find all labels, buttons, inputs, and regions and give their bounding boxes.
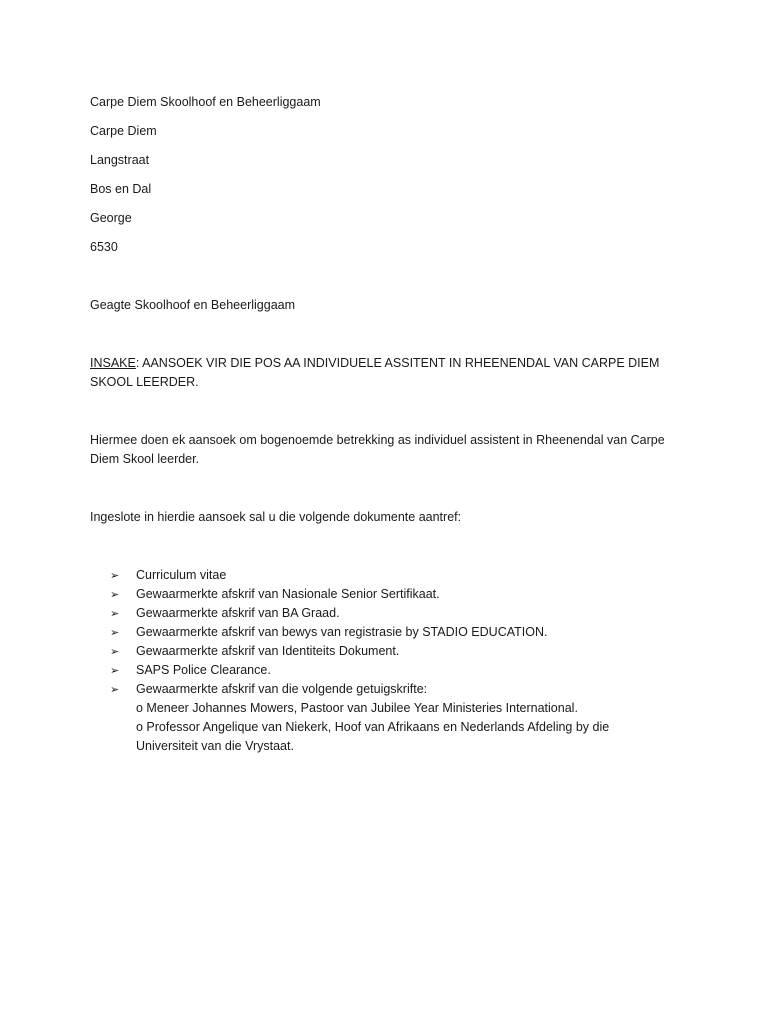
recipient-line-6: 6530 — [90, 240, 118, 254]
salutation: Geagte Skoolhoof en Beheerliggaam — [90, 298, 296, 312]
arrowhead-bullet-icon: ➢ — [110, 664, 120, 677]
recipient-line-5: George — [90, 211, 132, 225]
arrowhead-bullet-icon: ➢ — [110, 683, 120, 696]
subject-label: INSAKE — [90, 356, 136, 370]
documents-list — [110, 566, 670, 756]
list-item: ➢ Gewaarmerkte afskrif van Identiteits Dokument. — [110, 642, 670, 661]
enclosure-intro: Ingeslote in hierdie aansoek sal u die volgende dokumente aantref: — [90, 510, 462, 524]
body-paragraph: Hiermee doen ek aansoek om bogenoemde betrekking as individuel assistent in Rheenendal van Carpe Diem Skool leerder. — [90, 433, 665, 466]
list-item: ➢ Curriculum vitae — [110, 566, 670, 585]
recipient-line-3: Langstraat — [90, 153, 150, 167]
recipient-line-4: Bos en Dal — [90, 182, 152, 196]
arrowhead-bullet-icon: ➢ — [110, 607, 120, 620]
list-item: ➢ Gewaarmerkte afskrif van Nasionale Senior Sertifikaat. — [110, 585, 670, 604]
arrowhead-bullet-icon: ➢ — [110, 645, 120, 658]
list-item: ➢ Gewaarmerkte afskrif van die volgende getuigskrifte: o Meneer Johannes Mowers, Pastoor van Jubilee Year Ministeries International. o Professor Angelique van Niekerk, Hoof van Afrikaans en Nederlands Afdeling by die Universiteit van die Vrystaat. — [110, 680, 670, 756]
testimonial-item: o Meneer Johannes Mowers, Pastoor van Jubilee Year Ministeries International. — [136, 701, 578, 715]
arrowhead-bullet-icon: ➢ — [110, 626, 120, 639]
arrowhead-bullet-icon: ➢ — [110, 588, 120, 601]
subject-text: : AANSOEK VIR DIE POS AA INDIVIDUELE ASSITENT IN RHEENENDAL VAN CARPE DIEM SKOOL LEERDER. — [90, 356, 660, 389]
list-item: ➢ Gewaarmerkte afskrif van bewys van registrasie by STADIO EDUCATION. — [110, 623, 670, 642]
list-item: ➢ SAPS Police Clearance. — [110, 661, 670, 680]
list-item: ➢ Gewaarmerkte afskrif van BA Graad. — [110, 604, 670, 623]
testimonial-item: o Professor Angelique van Niekerk, Hoof van Afrikaans en Nederlands Afdeling by die Universiteit van die Vrystaat. — [136, 720, 610, 753]
recipient-line-1: Carpe Diem Skoolhoof en Beheerliggaam — [90, 95, 321, 109]
recipient-line-2: Carpe Diem — [90, 124, 157, 138]
arrowhead-bullet-icon: ➢ — [110, 569, 120, 582]
subject-line — [90, 354, 690, 392]
